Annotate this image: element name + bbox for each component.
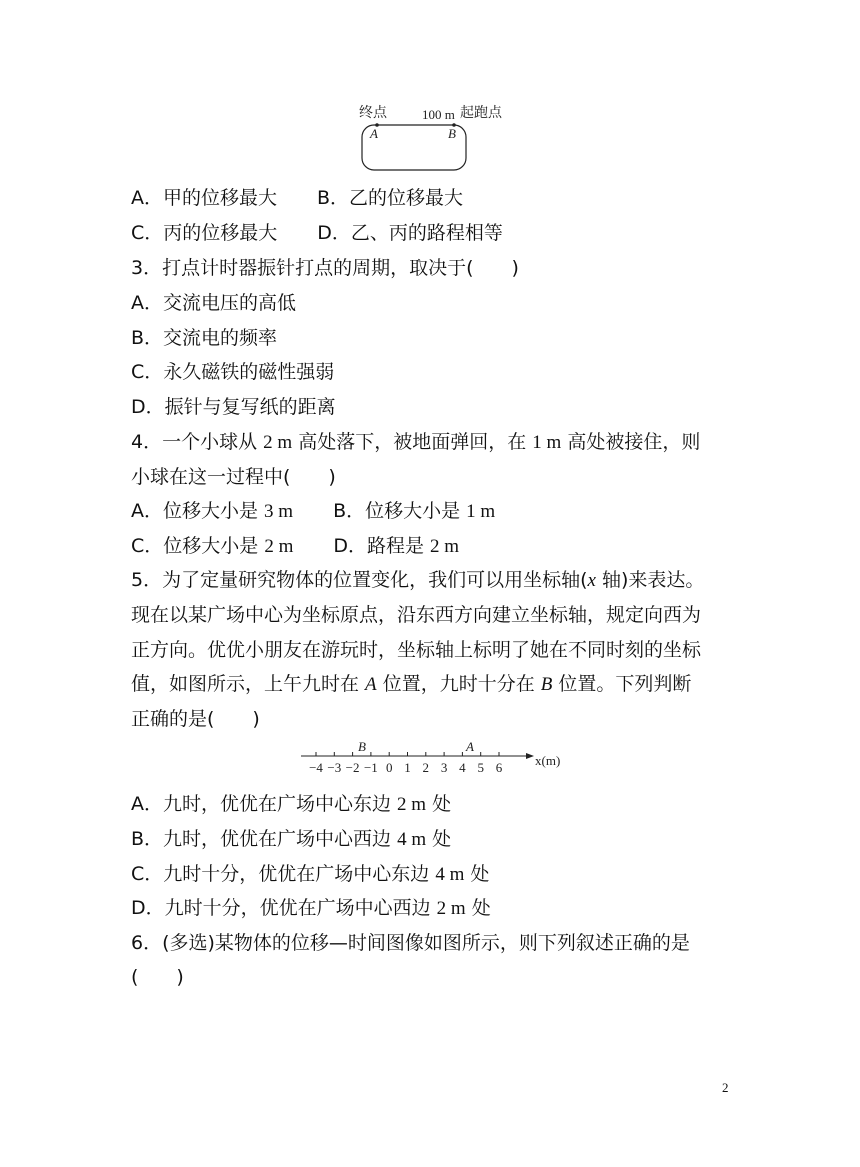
axis-tick-label: −4 bbox=[309, 760, 323, 775]
q5-option-d-text: 处 bbox=[465, 897, 491, 919]
q5-option-b-text: B．九时，优优在广场中心西边 bbox=[131, 828, 398, 850]
axis-figure bbox=[298, 736, 568, 778]
q2-options-row1 bbox=[131, 186, 463, 210]
q5-option-a-value: 2 m bbox=[397, 794, 427, 815]
q5-option-a-text: A．九时，优优在广场中心东边 bbox=[131, 793, 398, 815]
q5-option-c-text: 处 bbox=[464, 863, 490, 885]
q3-option-d[interactable]: D．振针与复写纸的距离 bbox=[131, 396, 336, 418]
q4-option-b[interactable] bbox=[333, 500, 495, 522]
q5-option-a[interactable] bbox=[131, 792, 451, 817]
q4-height-2: 1 m bbox=[532, 432, 562, 453]
q5-option-d[interactable] bbox=[131, 896, 491, 921]
q4-options-row1 bbox=[131, 499, 495, 524]
axis-point-a-label: A bbox=[466, 739, 474, 754]
page-number: 2 bbox=[722, 1080, 729, 1095]
q4-option-c-text: C．位移大小是 bbox=[131, 535, 265, 557]
q5-stem-line5: 正确的是( ) bbox=[131, 708, 260, 730]
q4-option-d[interactable] bbox=[333, 535, 459, 557]
q5-option-b-value: 4 m bbox=[397, 829, 427, 850]
q5-option-d-value: 2 m bbox=[436, 898, 466, 919]
q5-option-c-value: 4 m bbox=[435, 864, 465, 885]
axis-tick-label: 0 bbox=[385, 760, 393, 775]
q4-stem-line2: 小球在这一过程中( ) bbox=[131, 466, 336, 488]
start-label: 起跑点 bbox=[460, 105, 502, 121]
axis-tick-label: 6 bbox=[495, 760, 503, 775]
distance-label: 100 m bbox=[422, 107, 455, 122]
q5-stem-line1 bbox=[131, 568, 704, 593]
axis-tick-label: −3 bbox=[327, 760, 342, 775]
q2-option-c[interactable]: C．丙的位移最大 bbox=[131, 222, 278, 244]
q4-option-b-text: B．位移大小是 bbox=[333, 500, 467, 522]
axis-arrow bbox=[526, 753, 534, 759]
q2-option-d[interactable]: D．乙、丙的路程相等 bbox=[317, 222, 503, 244]
q5-text: 位置，九时十分在 bbox=[376, 673, 541, 695]
q5-point-b: B bbox=[540, 674, 553, 695]
axis-tick-label: 4 bbox=[459, 760, 466, 775]
q3-stem: 3．打点计时器振针打点的周期，取决于( ) bbox=[131, 257, 519, 279]
q5-point-a: A bbox=[365, 674, 377, 695]
axis-tick-label: −2 bbox=[345, 760, 360, 775]
q3-option-a[interactable]: A．交流电压的高低 bbox=[131, 292, 296, 314]
q4-option-a-text: A．位移大小是 bbox=[131, 500, 265, 522]
q5-text: 值，如图所示，上午九时在 bbox=[131, 673, 366, 695]
point-b-label: B bbox=[448, 126, 456, 141]
q4-option-b-value: 1 m bbox=[466, 501, 496, 522]
q5-option-b[interactable] bbox=[131, 827, 451, 852]
axis-tick-label: −1 bbox=[363, 760, 378, 775]
q5-option-d-text: D．九时十分，优优在广场中心西边 bbox=[131, 897, 437, 919]
q2-options-row2 bbox=[131, 221, 503, 245]
q5-stem-line4 bbox=[131, 672, 691, 697]
q5-option-c-text: C．九时十分，优优在广场中心东边 bbox=[131, 863, 436, 885]
axis-point-b-label: B bbox=[358, 739, 366, 754]
q4-option-a-value: 3 m bbox=[264, 501, 294, 522]
q4-text: 4．一个小球从 bbox=[131, 431, 264, 453]
q4-height-1: 2 m bbox=[263, 432, 293, 453]
q4-stem-line1 bbox=[131, 430, 700, 455]
axis-tick-label: 3 bbox=[440, 760, 448, 775]
q4-option-d-value: 2 m bbox=[430, 536, 460, 557]
axis-tick-label: 1 bbox=[404, 760, 411, 775]
q4-option-c-value: 2 m bbox=[264, 536, 294, 557]
q3-option-c[interactable]: C．永久磁铁的磁性强弱 bbox=[131, 361, 335, 383]
q5-stem-line2: 现在以某广场中心为坐标原点，沿东西方向建立坐标轴，规定向西为 bbox=[131, 604, 702, 626]
q5-text: 轴)来表达。 bbox=[595, 569, 705, 591]
q5-stem-line3: 正方向。优优小朋友在游玩时，坐标轴上标明了她在不同时刻的坐标 bbox=[131, 639, 702, 661]
q5-text: 位置。下列判断 bbox=[552, 673, 692, 695]
q3-option-b[interactable]: B．交流电的频率 bbox=[131, 327, 278, 349]
q2-option-a[interactable]: A．甲的位移最大 bbox=[131, 187, 277, 209]
q4-text: 高处落下，被地面弹回，在 bbox=[292, 431, 533, 453]
q6-stem-line1: 6．(多选)某物体的位移—时间图像如图所示，则下列叙述正确的是 bbox=[131, 932, 690, 954]
q5-x-var: x bbox=[587, 570, 596, 591]
q4-option-a[interactable] bbox=[131, 500, 293, 522]
axis-tick-labels bbox=[309, 760, 503, 775]
q6-stem-line2: ( ) bbox=[131, 966, 184, 988]
track-figure bbox=[355, 100, 515, 175]
point-a-label: A bbox=[370, 126, 378, 141]
axis-label: x(m) bbox=[535, 753, 561, 768]
axis-tick-label: 5 bbox=[477, 760, 484, 775]
q5-option-b-text: 处 bbox=[426, 828, 452, 850]
q4-option-d-text: D．路程是 bbox=[333, 535, 431, 557]
q4-text: 高处被接住，则 bbox=[561, 431, 701, 453]
q2-option-b[interactable]: B．乙的位移最大 bbox=[317, 187, 464, 209]
q5-text: 5．为了定量研究物体的位置变化，我们可以用坐标轴( bbox=[131, 569, 588, 591]
axis-tick-label: 2 bbox=[422, 760, 430, 775]
end-label: 终点 bbox=[359, 105, 387, 121]
q4-options-row2 bbox=[131, 534, 459, 559]
q5-option-a-text: 处 bbox=[426, 793, 452, 815]
q5-option-c[interactable] bbox=[131, 862, 489, 887]
q4-option-c[interactable] bbox=[131, 535, 293, 557]
